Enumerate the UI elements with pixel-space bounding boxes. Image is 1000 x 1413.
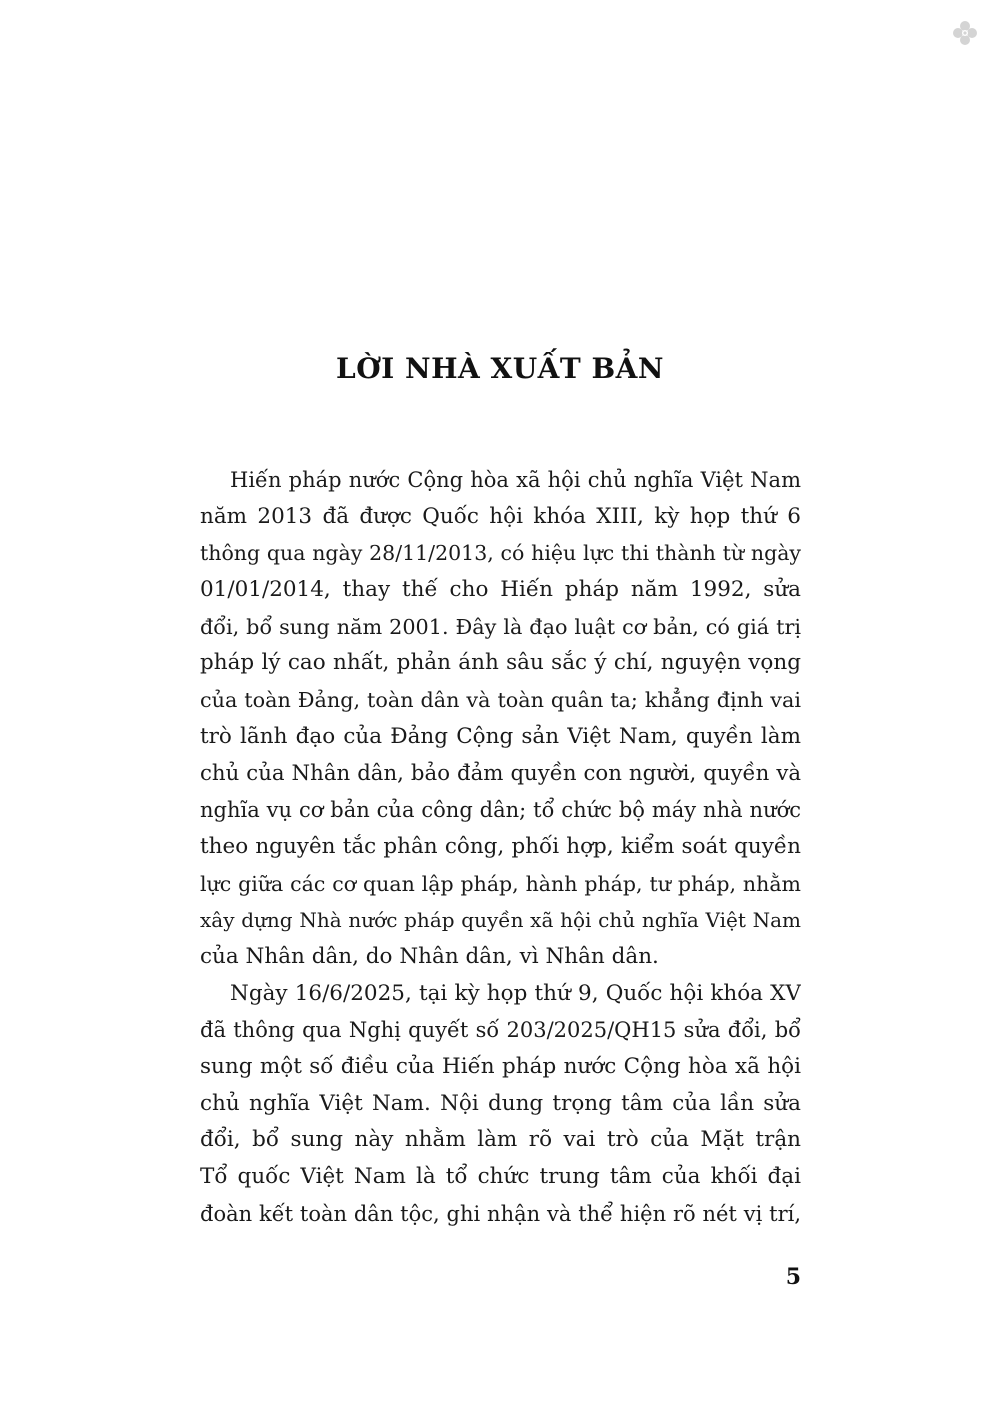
page-title: LỜI NHÀ XUẤT BẢN (336, 352, 664, 385)
text-line: đổi, bổ sung này nhằm làm rõ vai trò của Mặt trận (200, 1127, 801, 1153)
text-line: của Nhân dân, do Nhân dân, vì Nhân dân. (200, 943, 659, 969)
body-text (200, 462, 801, 1232)
text-line: trò lãnh đạo của Đảng Cộng sản Việt Nam, quyền làm (200, 723, 801, 749)
text-line: Tổ quốc Việt Nam là tổ chức trung tâm của khối đại (200, 1164, 801, 1190)
text-line: lực giữa các cơ quan lập pháp, hành pháp, tư pháp, nhằm (200, 871, 801, 896)
text-line: thông qua ngày 28/11/2013, có hiệu lực thi thành từ ngày (200, 541, 801, 566)
text-line: Hiến pháp nước Cộng hòa xã hội chủ nghĩa Việt Nam (230, 468, 801, 492)
text-line: pháp lý cao nhất, phản ánh sâu sắc ý chí, nguyện vọng (200, 650, 801, 676)
flower-ornament-icon (952, 20, 978, 46)
text-line: xây dựng Nhà nước pháp quyền xã hội chủ nghĩa Việt Nam (200, 908, 801, 933)
text-line: chủ nghĩa Việt Nam. Nội dung trọng tâm của lần sửa (200, 1090, 801, 1116)
text-line: năm 2013 đã được Quốc hội khóa XIII, kỳ họp thứ 6 (200, 503, 801, 529)
text-line: sung một số điều của Hiến pháp nước Cộng hòa xã hội (200, 1054, 801, 1079)
text-line: nghĩa vụ cơ bản của công dân; tổ chức bộ máy nhà nước (200, 798, 801, 823)
text-line: chủ của Nhân dân, bảo đảm quyền con người, quyền và (200, 760, 801, 786)
text-line: theo nguyên tắc phân công, phối hợp, kiểm soát quyền (200, 833, 801, 859)
paragraph-2 (200, 976, 801, 1233)
text-line: Ngày 16/6/2025, tại kỳ họp thứ 9, Quốc hội khóa XV (230, 980, 801, 1006)
page-number: 5 (785, 1264, 801, 1290)
text-line: đổi, bổ sung năm 2001. Đây là đạo luật cơ bản, có giá trị (200, 614, 801, 639)
text-line: của toàn Đảng, toàn dân và toàn quân ta; khẳng định vai (200, 688, 801, 713)
text-line: 01/01/2014, thay thế cho Hiến pháp năm 1992, sửa (200, 577, 801, 603)
text-line: đã thông qua Nghị quyết số 203/2025/QH15 sửa đổi, bổ (200, 1018, 801, 1043)
paragraph-1 (200, 462, 801, 976)
text-line: đoàn kết toàn dân tộc, ghi nhận và thể hiện rõ nét vị trí, (200, 1201, 801, 1226)
